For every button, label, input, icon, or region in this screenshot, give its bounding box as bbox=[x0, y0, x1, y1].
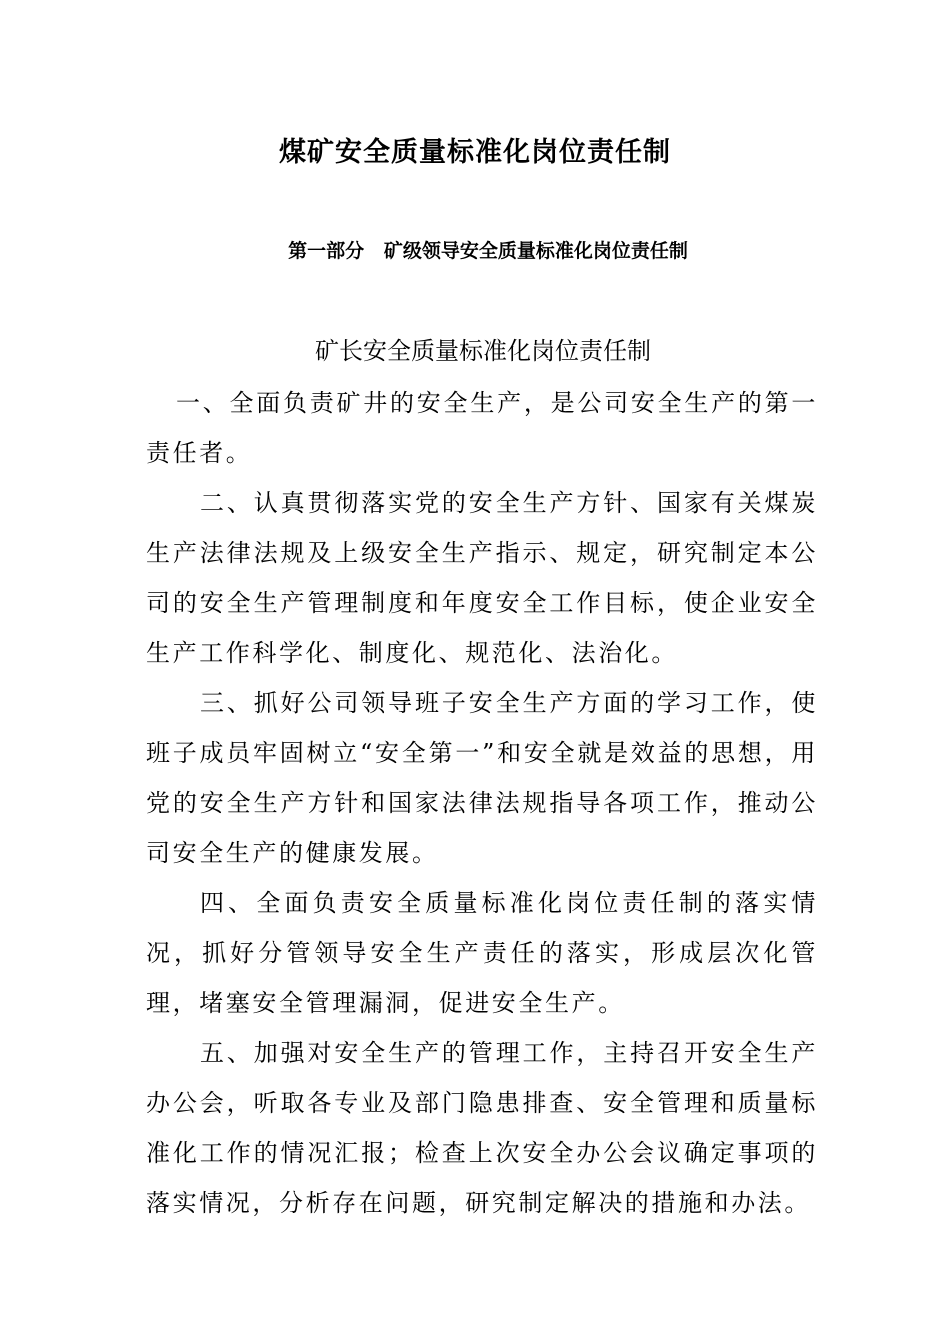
paragraph-1: 一、全面负责矿井的安全生产，是公司安全生产的第一责任者。 bbox=[146, 389, 818, 467]
body-text bbox=[146, 378, 818, 1228]
paragraph-2: 二、认真贯彻落实党的安全生产方针、国家有关煤炭生产法律法规及上级安全生产指示、规定，研究制定本公司的安全生产管理制度和年度安全工作目标，使企业安全生产工作科学化、制度化、规范化、法治化。 bbox=[146, 489, 818, 667]
paragraph-4: 四、全面负责安全质量标准化岗位责任制的落实情况，抓好分管领导安全生产责任的落实，形成层次化管理，堵塞安全管理漏洞，促进安全生产。 bbox=[146, 889, 818, 1017]
document-title: 煤矿安全质量标准化岗位责任制 bbox=[279, 137, 671, 168]
part-title: 第一部分 矿级领导安全质量标准化岗位责任制 bbox=[288, 240, 688, 262]
paragraph-3: 三、抓好公司领导班子安全生产方面的学习工作，使班子成员牢固树立“安全第一”和安全就是效益的思想，用党的安全生产方针和国家法律法规指导各项工作，推动公司安全生产的健康发展。 bbox=[146, 689, 818, 867]
section-title: 矿长安全质量标准化岗位责任制 bbox=[315, 337, 651, 365]
paragraph-5: 五、加强对安全生产的管理工作，主持召开安全生产办公会，听取各专业及部门隐患排查、安全管理和质量标准化工作的情况汇报；检查上次安全办公会议确定事项的落实情况，分析存在问题，研究制定解决的措施和办法。 bbox=[146, 1039, 818, 1217]
